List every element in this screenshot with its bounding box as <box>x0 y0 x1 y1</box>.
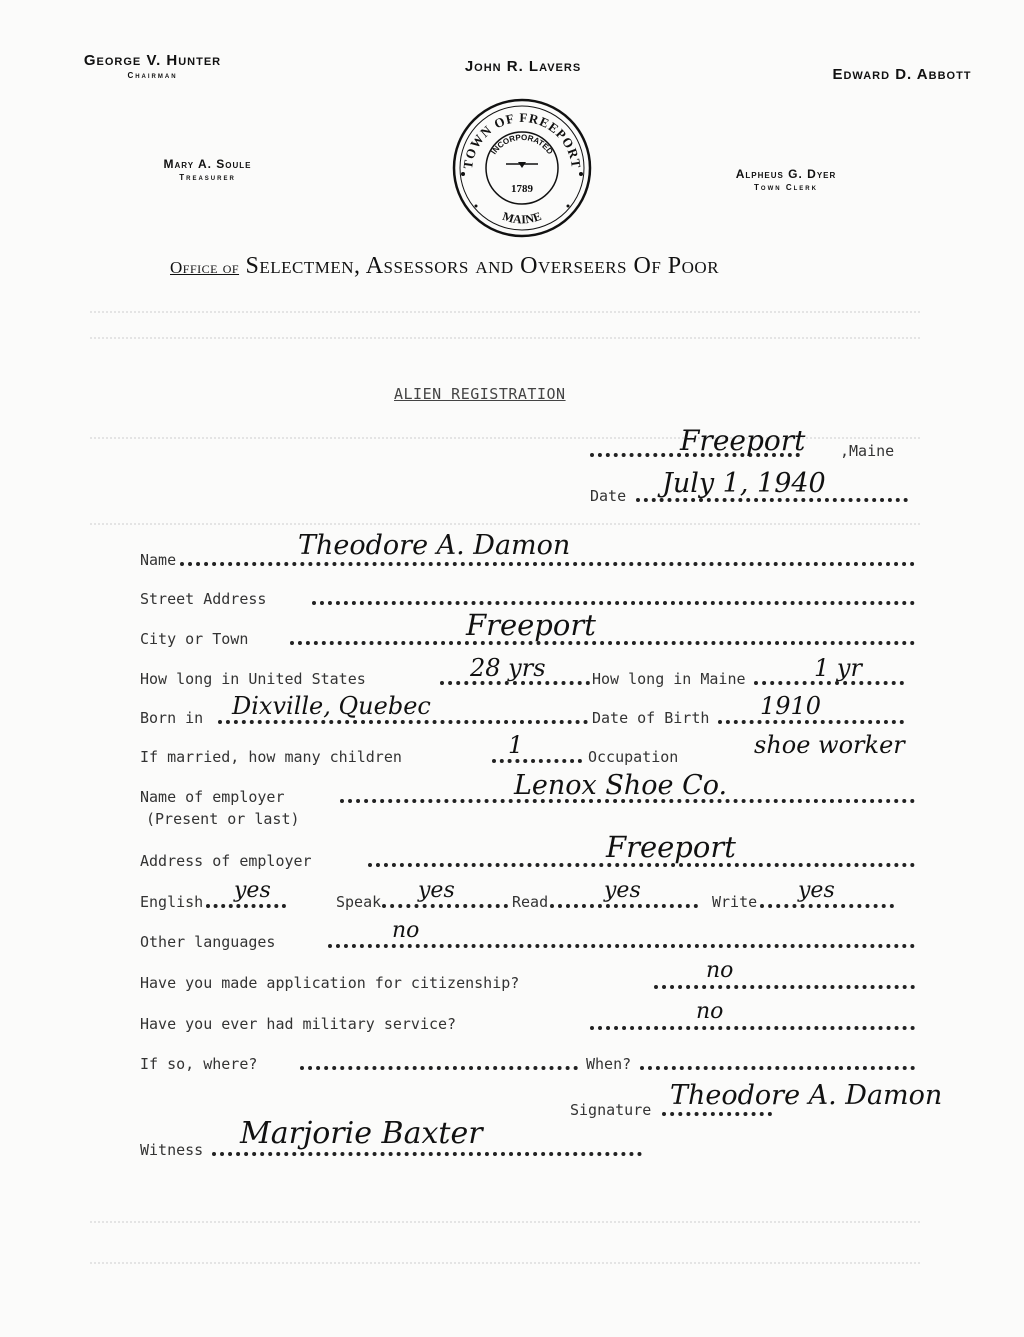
read-label: Read <box>512 893 549 911</box>
children-label: If married, how many children <box>140 748 402 766</box>
member-town-clerk <box>712 167 860 192</box>
citizenship-label: Have you made application for citizenship? <box>140 974 520 992</box>
citizenship-row <box>140 972 915 994</box>
name-label: Name <box>140 551 177 569</box>
dotted-line <box>368 863 915 871</box>
member-name: Alpheus G. Dyer <box>735 167 837 181</box>
seal-top-text: TOWN OF FREEPORT <box>459 109 585 170</box>
dob-label: Date of Birth <box>592 709 710 727</box>
children-handwritten: 1 <box>508 731 524 759</box>
dotted-line <box>218 720 588 728</box>
maine-label: How long in Maine <box>592 670 746 688</box>
witness-handwritten: Marjorie Baxter <box>240 1116 483 1151</box>
city-label: City or Town <box>140 630 249 648</box>
occupation-handwritten: shoe worker <box>754 731 905 759</box>
other-languages-handwritten: no <box>392 918 420 943</box>
dotted-line <box>206 904 286 912</box>
english-label: English <box>140 893 204 911</box>
show-through-line <box>90 1221 920 1225</box>
form-title: ALIEN REGISTRATION <box>394 385 566 403</box>
write-label: Write <box>712 893 758 911</box>
signature-label: Signature <box>570 1101 652 1119</box>
date-handwritten: July 1, 1940 <box>662 468 826 499</box>
english-handwritten: yes <box>234 878 271 903</box>
member-title: Treasurer <box>179 173 236 182</box>
maine-handwritten: 1 yr <box>814 654 862 682</box>
military-label: Have you ever had military service? <box>140 1015 457 1033</box>
other-languages-row <box>140 931 915 953</box>
dotted-line <box>492 759 582 767</box>
dotted-line <box>180 562 915 570</box>
employer-sublabel: (Present or last) <box>146 810 300 828</box>
dotted-line <box>290 641 915 649</box>
office-prefix: Office of <box>170 258 240 277</box>
dotted-line <box>590 1026 915 1034</box>
dotted-line <box>550 904 698 912</box>
member-treasurer <box>140 157 275 182</box>
speak-label: Speak <box>336 893 382 911</box>
signature-handwritten: Theodore A. Damon <box>670 1080 943 1111</box>
member-selectman <box>448 58 598 75</box>
employer-subrow <box>146 808 921 830</box>
member-chairman <box>70 52 235 80</box>
witness-label: Witness <box>140 1141 204 1159</box>
military-handwritten: no <box>696 999 724 1024</box>
member-name: Mary A. Soule <box>163 157 252 171</box>
born-handwritten: Dixville, Quebec <box>232 692 431 720</box>
employer-label: Name of employer <box>140 788 285 806</box>
seal-bottom-text: MAINE <box>500 208 544 227</box>
city-handwritten: Freeport <box>466 608 596 642</box>
write-handwritten: yes <box>798 878 835 903</box>
dotted-line <box>312 601 915 609</box>
us-label: How long in United States <box>140 670 366 688</box>
when-label: When? <box>586 1055 632 1073</box>
member-name: George V. Hunter <box>83 52 222 69</box>
member-title: Town Clerk <box>754 183 818 192</box>
employer-address-label: Address of employer <box>140 852 312 870</box>
town-seal <box>446 98 598 238</box>
dotted-line <box>440 681 590 689</box>
place-suffix: ,Maine <box>840 442 895 460</box>
dotted-line <box>328 944 915 952</box>
show-through-line <box>90 311 920 315</box>
member-name: Edward D. Abbott <box>832 66 972 83</box>
dotted-line <box>654 985 915 993</box>
seal-year: 1789 <box>511 183 533 195</box>
us-handwritten: 28 yrs <box>470 654 546 682</box>
street-row <box>140 588 915 610</box>
citizenship-handwritten: no <box>706 958 734 983</box>
show-through-line <box>90 337 920 341</box>
occupation-label: Occupation <box>588 748 679 766</box>
office-heading <box>170 253 880 280</box>
name-handwritten: Theodore A. Damon <box>298 530 571 561</box>
office-title: Selectmen, Assessors and Overseers Of Poor <box>245 253 720 279</box>
born-label: Born in <box>140 709 204 727</box>
member-name: John R. Lavers <box>464 58 582 75</box>
svg-text:MAINE <box>501 209 543 227</box>
dotted-line <box>718 720 904 728</box>
dob-handwritten: 1910 <box>760 692 822 720</box>
dotted-line <box>382 904 508 912</box>
read-handwritten: yes <box>604 878 641 903</box>
other-languages-label: Other languages <box>140 933 276 951</box>
dotted-line <box>636 498 908 506</box>
speak-handwritten: yes <box>418 878 455 903</box>
military-row <box>140 1013 915 1035</box>
service-row <box>140 1053 915 1075</box>
dotted-line <box>212 1152 642 1160</box>
show-through-line <box>90 1262 920 1266</box>
svg-text:INCORPORATED <box>489 133 555 156</box>
dotted-line <box>640 1066 915 1074</box>
date-label: Date <box>590 487 627 505</box>
member-title: Chairman <box>127 71 178 80</box>
seal-inner-text: INCORPORATED <box>489 132 555 157</box>
member-selectman <box>812 66 992 83</box>
dotted-line <box>760 904 894 912</box>
employer-address-row <box>140 850 915 872</box>
street-label: Street Address <box>140 590 267 608</box>
employer-handwritten: Lenox Shoe Co. <box>514 770 728 801</box>
show-through-line <box>90 523 920 527</box>
dotted-line <box>754 681 904 689</box>
dotted-line <box>662 1112 772 1120</box>
dotted-line <box>300 1066 578 1074</box>
employer-address-handwritten: Freeport <box>606 830 736 864</box>
place-handwritten: Freeport <box>680 424 806 457</box>
where-label: If so, where? <box>140 1055 258 1073</box>
